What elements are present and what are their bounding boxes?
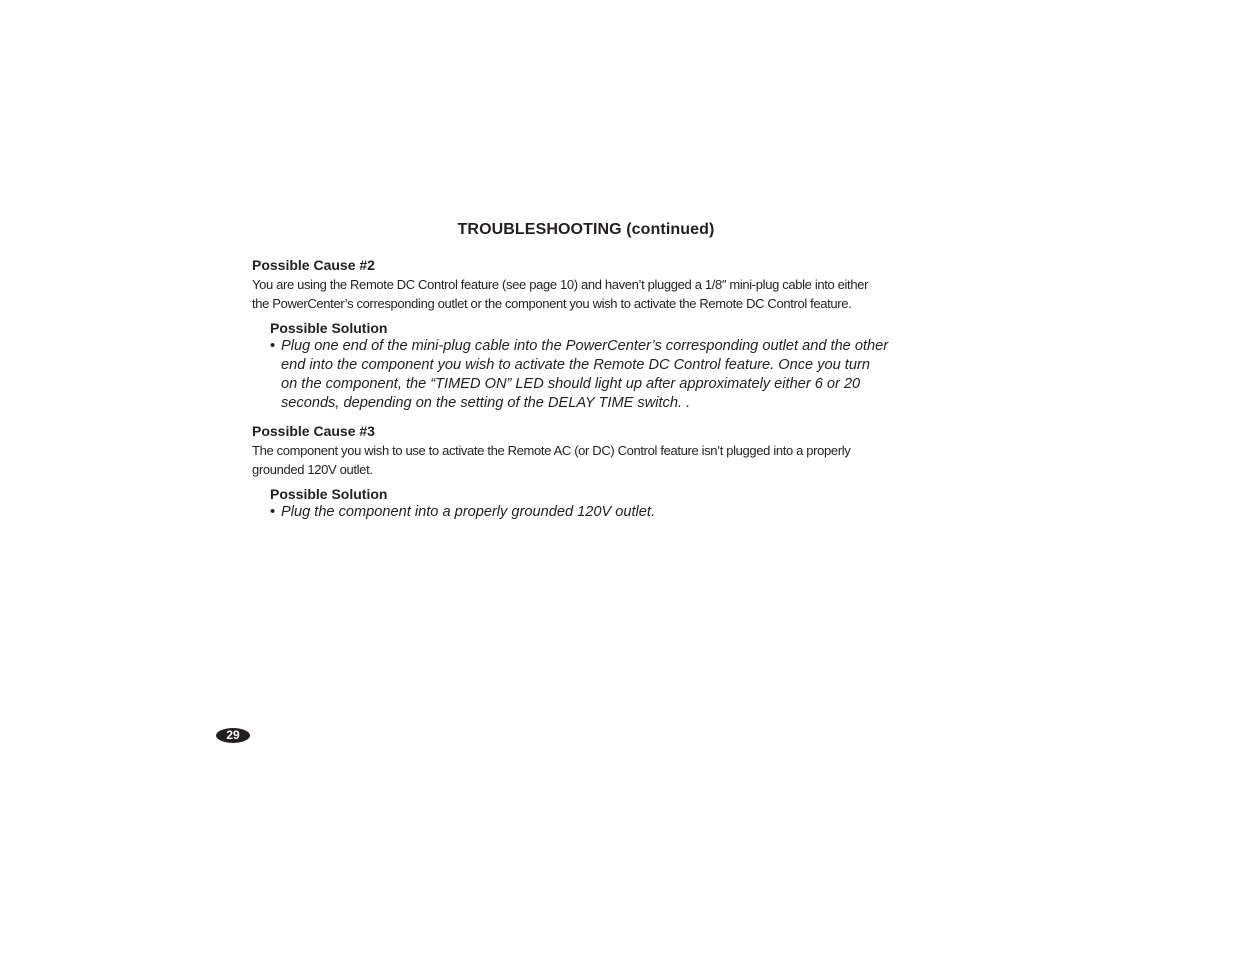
solution-heading: Possible Solution [270,320,388,336]
solution-line: on the component, the “TIMED ON” LED should light up after approximately either 6 or 20 [281,376,861,392]
cause-description [252,441,902,479]
cause-text-line: grounded 120V outlet. [252,462,373,477]
solution-line: Plug one end of the mini-plug cable into the PowerCenter’s corresponding outlet and the other [281,338,889,354]
solution-line: end into the component you wish to activate the Remote DC Control feature. Once you turn [281,357,870,373]
cause-section-3 [252,422,922,522]
cause-text-line: the PowerCenter’s corresponding outlet or the component you wish to activate the Remote DC Control feature. [252,296,852,311]
solution-block [270,319,922,413]
cause-text-line: The component you wish to use to activate the Remote AC (or DC) Control feature isn’t plugged into a properly [252,443,851,458]
page-title: TROUBLESHOOTING (continued) [457,221,715,238]
cause-heading: Possible Cause #2 [252,257,375,273]
page-number-badge: 29 [216,728,250,743]
solution-heading: Possible Solution [270,486,388,502]
cause-section-2 [252,256,922,413]
cause-heading: Possible Cause #3 [252,423,375,439]
troubleshooting-content [252,256,922,522]
solution-bullet [270,337,921,413]
solution-line: Plug the component into a properly grounded 120V outlet. [281,504,656,520]
solution-bullet [270,503,921,522]
solution-line: seconds, depending on the setting of the DELAY TIME switch. . [281,395,691,411]
bullet-mark: • [270,338,276,354]
solution-block [270,485,922,522]
cause-text-line: You are using the Remote DC Control feature (see page 10) and haven’t plugged a 1/8″ mini-plug cable into either [252,277,869,292]
bullet-mark: • [270,504,276,520]
cause-description [252,275,902,313]
